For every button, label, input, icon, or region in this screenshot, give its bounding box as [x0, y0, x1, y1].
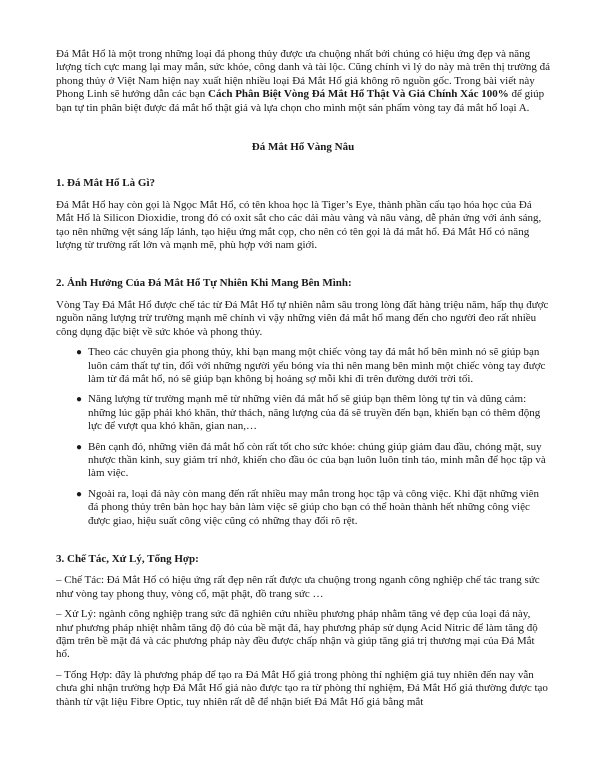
intro-text-end: để giúp bạn tự tin phân biệt được đá mắt hổ thật giả và lựa chọn cho mình một sản phẩm vòng tay đá mắt hổ loại A.: [56, 88, 545, 114]
document-page: [56, 48, 550, 716]
intro-text-start: Đá Mắt Hổ là một trong những loại đá phong thủy được ưa chuộng nhất bởi chúng có hiệu ứng đẹp và năng lượng tích cực mang lại may mắn, sức khỏe, công danh và tài lộc. Cũng chính vì lý do này mà trên thị trường đá phong thủy ở Việt Nam hiện nay xuất hiện nhiều loại Đá Mắt Hổ giả không rõ nguồn gốc. Trong bài viết này Phong Linh sẽ hướng dẫn các bạn: [56, 48, 551, 101]
bullet-icon: ●: [76, 347, 83, 359]
paragraph-synthesis: – Tổng Hợp: đây là phương pháp để tạo ra Đá Mắt Hổ giả trong phòng thí nghiệm giả tuy nhiên đến nay vẫn chưa ghi nhận trường hợp Đá Mắt Hổ giả nào được tạo ra từ phòng thí nghiệm, Đá Mắt Hổ giả thường được tạo thành từ vật liệu Fibre Optic, tuy nhiên rất dễ để nhận biết Đá Mắt Hổ giả bằng mắt: [56, 668, 548, 708]
list-item-text: Bên cạnh đó, những viên đá mắt hổ còn rất tốt cho sức khỏe: chúng giúp giảm đau đầu, chóng mặt, suy nhược thần kinh, suy giảm trí nhớ, khiến cho đầu óc của bạn luôn luôn tỉnh táo, minh mẫn để học tập và làm việc.: [88, 440, 546, 480]
list-item-text: Theo các chuyên gia phong thủy, khi bạn mang một chiếc vòng tay đá mắt hổ bên mình nó sẽ giúp bạn luôn cảm thất tự tin, đối với những người yếu bóng vía thì nên mang bên mình một chiếc vòng tay được làm từ đá mắt hổ, nó sẽ giúp bạn không bị hoảng sợ mỗi khi đi trên đường dưới trời tối.: [88, 346, 546, 385]
bullet-icon: ●: [76, 441, 83, 453]
list-item-text: Ngoài ra, loại đá này còn mang đến rất nhiều may mắn trong học tập và công việc. Khi đặt những viên đá phong thủy trên bàn học hay bàn làm việc sẽ giúp cho bạn có thể hoàn thành hết những công việc được giao, hiệu suất công việc cũng có những thay đổi rõ rệt.: [88, 487, 540, 527]
paragraph-treatment: – Xử Lý: ngành công nghiệp trang sức đã nghiên cứu nhiều phương pháp nhằm tăng vẻ đẹp của loại đá này, như phương pháp nhiệt nhằm tăng độ đỏ của bề mặt đá, hay phương pháp sử dụng Acid Nitric để làm tăng độ đậm trên bề mặt đá và các phương pháp này đều được chấp nhận và giúp tăng giá trị thương mại của Đá Mắt hổ.: [56, 608, 538, 661]
section-effects: [56, 277, 550, 528]
section-1-text: Đá Mắt Hổ hay còn gọi là Ngọc Mắt Hổ, có tên khoa học là Tiger’s Eye, thành phần cấu tạo hóa học của Đá Mắt Hổ là Silicon Dioxidie, trong đó có oxit sắt cho các dải màu vàng và nâu vàng, dễ phản ứng với ánh sáng, tạo nên những vệt sáng lấp lánh, tạo hiệu ứng mắt cọp, cho nên có tên gọi là đá mắt hổ. Đá Mắt Hổ có năng lượng từ trường rất lớn và mạnh mẽ, phù hợp với nam giới.: [56, 198, 542, 252]
paragraph-crafting: – Chế Tác: Đá Mắt Hổ có hiệu ứng rất đẹp nên rất được ưa chuộng trong nganh công nghiệp chế tác trang sức như vòng tay phong thuy, vòng cổ, mặt phật, đồ trang sức …: [56, 574, 540, 600]
section-2-heading: 2. Ảnh Hưởng Của Đá Mắt Hổ Tự Nhiên Khi Mang Bên Mình:: [56, 277, 352, 290]
section-2-text: Vòng Tay Đá Mắt Hổ được chế tác từ Đá Mắt Hổ tự nhiên nằm sâu trong lòng đất hàng triệu năm, hấp thụ được nguồn năng lượng trừ trường mạnh mẽ chính vì vậy những viên đá mắt hổ mang đến cho người đeo rất nhiều công dụng đặc biệt về sức khỏe và phong thủy.: [56, 298, 549, 338]
image-caption-title: Đá Mắt Hổ Vàng Nâu: [251, 141, 355, 154]
intro-bold-phrase: Cách Phân Biệt Vòng Đá Mắt Hổ Thật Và Giả Chính Xác 100%: [208, 88, 509, 101]
section-3-heading: 3. Chế Tác, Xử Lý, Tổng Hợp:: [56, 552, 199, 565]
bullet-icon: ●: [76, 488, 83, 500]
list-item: [76, 487, 550, 528]
list-item: [76, 393, 550, 433]
section-processing: [56, 553, 550, 709]
intro-paragraph: [56, 48, 550, 115]
effects-bullet-list: [56, 346, 550, 528]
section-what-is: [56, 177, 550, 252]
list-item: [76, 346, 550, 386]
section-1-heading: 1. Đá Mắt Hổ Là Gì?: [56, 177, 155, 190]
bullet-icon: ●: [76, 394, 83, 406]
list-item-text: Năng lượng từ trường mạnh mẽ từ những viên đá mắt hổ sẽ giúp bạn thêm lòng tự tin và dũng cảm: những lúc gặp phải khó khăn, thử thách, năng lượng của đá sẽ truyền đến bạn, khiến bạn có thêm động lực để vượt qua khó khăn, gian nan,…: [88, 393, 541, 433]
list-item: [76, 440, 550, 481]
